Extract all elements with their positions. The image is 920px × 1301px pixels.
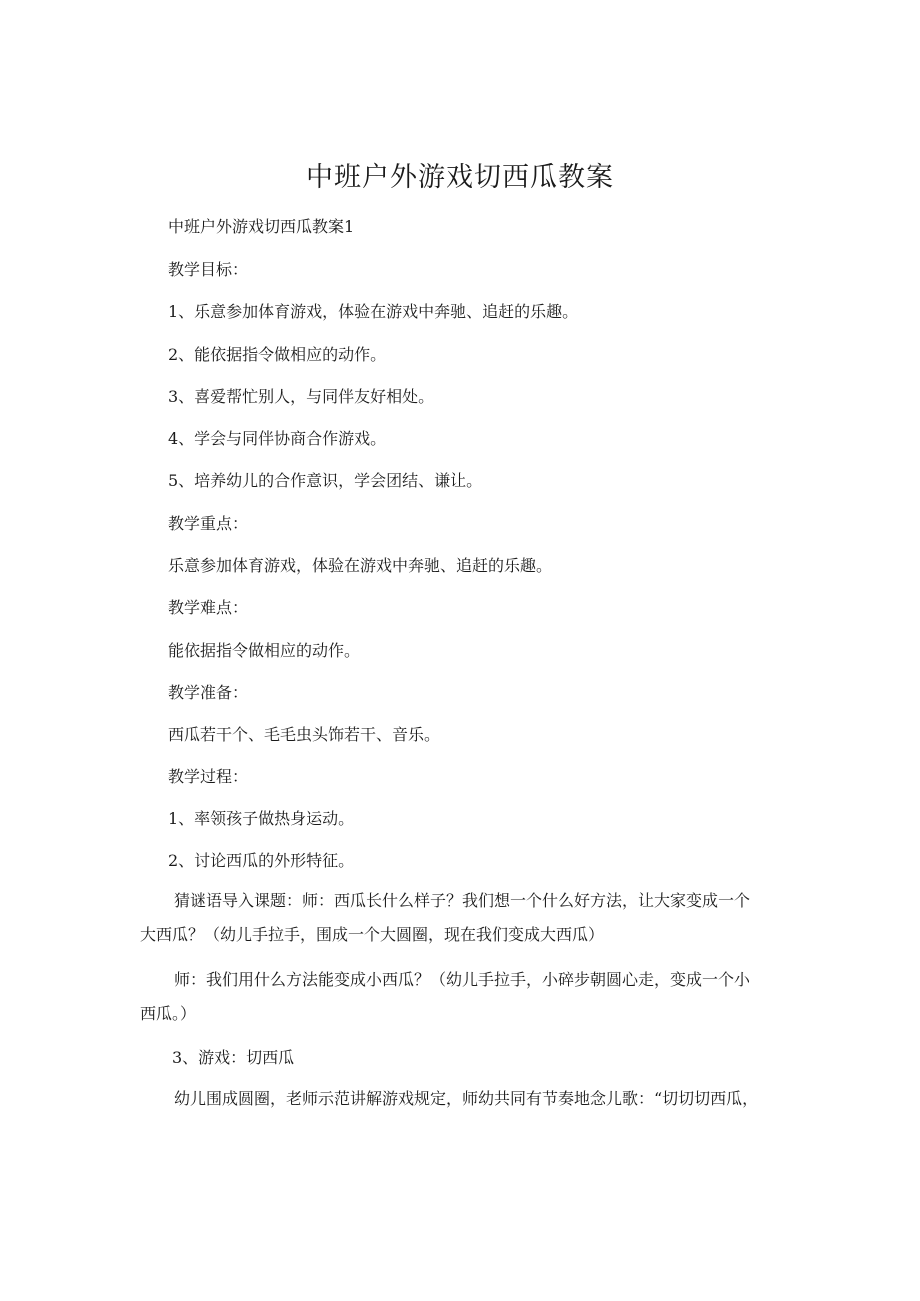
objective-item: 1、乐意参加体育游戏，体验在游戏中奔驰、追赶的乐趣。: [168, 302, 579, 321]
label-objectives: 教学目标：: [168, 260, 249, 279]
paragraph-row: 大西瓜？（幼儿手拉手，围成一个大圆圈，现在我们变成大西瓜）: [140, 925, 605, 944]
paragraph-riddle: [140, 884, 798, 952]
label-key-points: 教学重点：: [168, 514, 249, 533]
preparation-text: 西瓜若干个、毛毛虫头饰若干、音乐。: [168, 725, 441, 744]
process-step: 1、率领孩子做热身运动。: [168, 809, 355, 828]
label-process: 教学过程：: [168, 767, 249, 786]
paragraph-small-watermelon: [140, 963, 798, 1031]
difficulty-text: 能依据指令做相应的动作。: [168, 641, 361, 660]
label-difficulties: 教学难点：: [168, 598, 249, 617]
section-heading: 中班户外游戏切西瓜教案1: [168, 217, 355, 236]
paragraph-row: 西瓜。）: [140, 1004, 197, 1023]
objective-item: 2、能依据指令做相应的动作。: [168, 345, 387, 364]
paragraph-row: 幼儿围成圆圈，老师示范讲解游戏规定，师幼共同有节奏地念儿歌：“切切切西瓜，: [174, 1089, 759, 1108]
paragraph-row: 猜谜语导入课题：师：西瓜长什么样子？我们想一个什么好方法，让大家变成一个: [174, 891, 751, 910]
label-preparation: 教学准备：: [168, 683, 249, 702]
page-title: 中班户外游戏切西瓜教案: [306, 162, 614, 193]
paragraph-row: 师：我们用什么方法能变成小西瓜？（幼儿手拉手，小碎步朝圆心走，变成一个小: [174, 970, 751, 989]
process-step: 3、游戏：切西瓜: [172, 1048, 295, 1067]
process-step: 2、讨论西瓜的外形特征。: [168, 851, 355, 870]
paragraph-game-rules: [168, 1082, 798, 1116]
objective-item: 3、喜爱帮忙别人，与同伴友好相处。: [168, 387, 435, 406]
objective-item: 4、学会与同伴协商合作游戏。: [168, 429, 387, 448]
objective-item: 5、培养幼儿的合作意识，学会团结、谦让。: [168, 471, 483, 490]
key-point-text: 乐意参加体育游戏，体验在游戏中奔驰、追赶的乐趣。: [168, 556, 553, 575]
